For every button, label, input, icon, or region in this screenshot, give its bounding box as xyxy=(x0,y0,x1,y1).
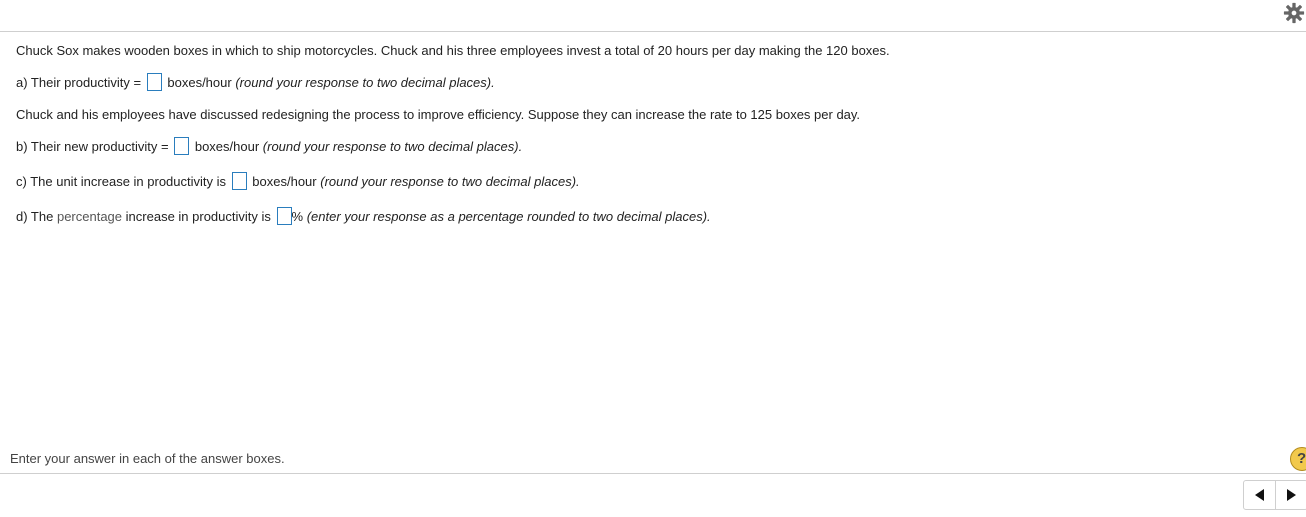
part-a-unit: boxes/hour xyxy=(167,75,232,90)
question-middle: Chuck and his employees have discussed redesigning the process to improve efficiency. Suppose they can increase the rate to 125 boxes per day. xyxy=(16,107,861,122)
part-d-row xyxy=(16,208,711,226)
part-c-row xyxy=(16,173,580,191)
bottom-divider xyxy=(0,473,1306,474)
percentage-glossary-link[interactable]: percentage xyxy=(56,209,123,224)
part-a-hint: (round your response to two decimal places). xyxy=(235,75,495,90)
question-navigation xyxy=(1243,480,1306,510)
part-c-unit: boxes/hour xyxy=(252,174,317,189)
part-b-unit: boxes/hour xyxy=(194,139,260,154)
part-b-answer-input[interactable] xyxy=(174,137,189,155)
arrow-left-icon xyxy=(1255,489,1264,501)
next-question-button[interactable] xyxy=(1275,481,1306,509)
previous-question-button[interactable] xyxy=(1244,481,1275,509)
part-d-answer-input[interactable] xyxy=(277,207,292,225)
part-d-hint: (enter your response as a percentage rounded to two decimal places). xyxy=(306,209,711,224)
arrow-right-icon xyxy=(1287,489,1296,501)
part-b-hint: (round your response to two decimal places). xyxy=(262,139,523,154)
part-a-prefix: a) Their productivity = xyxy=(16,75,142,90)
part-c-answer-input[interactable] xyxy=(232,172,247,190)
part-d-prefix-1: d) The xyxy=(16,209,54,224)
part-a-row xyxy=(16,74,495,92)
answer-instructions: Enter your answer in each of the answer boxes. xyxy=(10,451,285,466)
part-a-answer-input[interactable] xyxy=(147,73,162,91)
part-b-prefix: b) Their new productivity = xyxy=(16,139,169,154)
help-label: ? xyxy=(1297,450,1306,467)
gear-icon[interactable] xyxy=(1283,2,1305,24)
help-icon[interactable] xyxy=(1290,447,1306,471)
question-intro: Chuck Sox makes wooden boxes in which to ship motorcycles. Chuck and his three employees invest a total of 20 hours per day making the 120 boxes. xyxy=(16,43,890,58)
part-b-row xyxy=(16,138,522,156)
part-d-unit: % xyxy=(291,209,304,224)
part-d-prefix-2: increase in productivity is xyxy=(125,209,271,224)
top-bar xyxy=(0,0,1306,32)
part-c-prefix: c) The unit increase in productivity is xyxy=(16,174,227,189)
part-c-hint: (round your response to two decimal places). xyxy=(320,174,580,189)
